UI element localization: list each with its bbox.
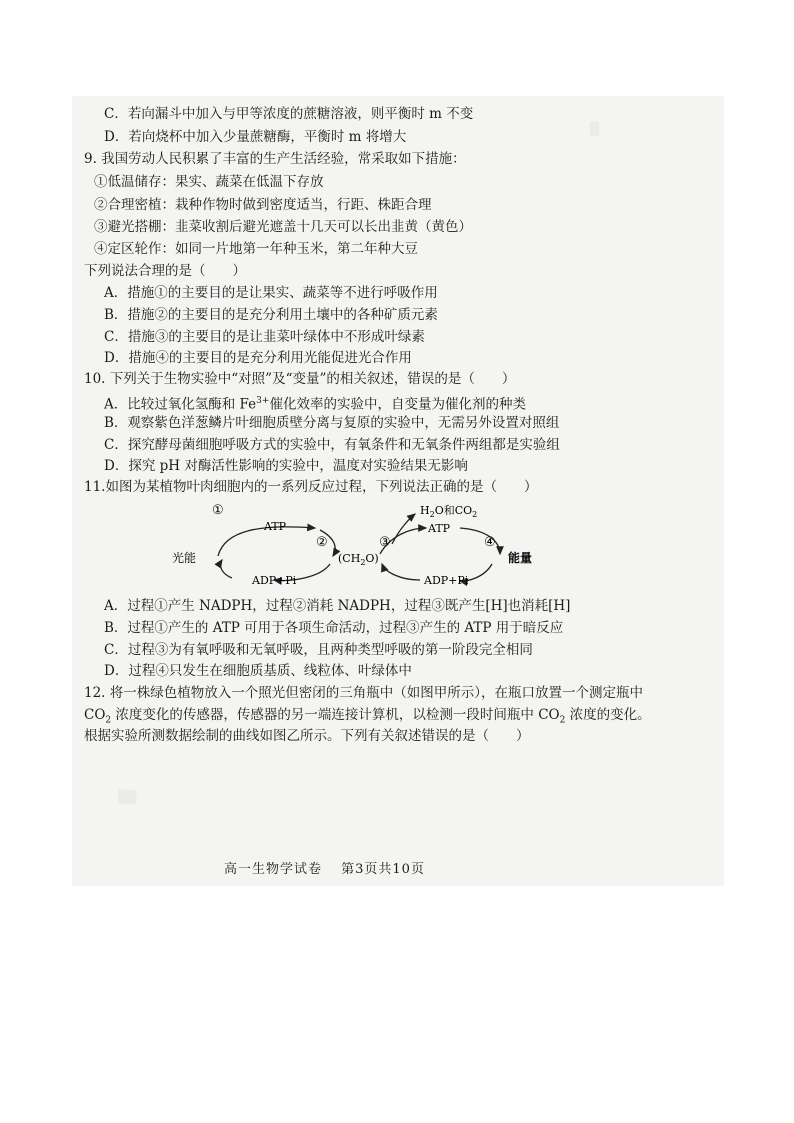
q10-option-d: D．探究 pH 对酶活性影响的实验中，温度对实验结果无影响 [104, 458, 468, 474]
ch2o-label: $(CH_2O)$ [338, 552, 379, 567]
page-footer: 高一生物学试卷 第3页共10页 [224, 862, 425, 877]
metabolism-cycle-diagram [170, 500, 550, 595]
q8-option-d: D．若向烧杯中加入少量蔗糖酶，平衡时 m 将增大 [104, 129, 407, 145]
process-2-number: ② [316, 535, 328, 550]
q9-measure-4: ④定区轮作：如同一片地第一年种玉米，第二年种大豆 [94, 241, 418, 257]
adp-to-process-1-arrow [220, 560, 232, 578]
energy-label: 能量 [508, 551, 533, 565]
q9-stem: 9. 我国劳动人民积累了丰富的生产生活经验，常采取如下措施： [84, 151, 466, 167]
q11-option-d: D．过程④只发生在细胞质基质、线粒体、叶绿体中 [104, 663, 412, 679]
adp-to-process-3-arrow [382, 564, 420, 580]
bleed-through-mark: ▒▒ [118, 790, 137, 804]
q12-line-2: $CO_2$ 浓度变化的传感器，传感器的另一端连接计算机，以检测一段时间瓶中 $CO_2$ 浓度的变化。 [84, 707, 651, 726]
process-1-number: ① [212, 503, 224, 518]
atp-right-label: ATP [428, 522, 451, 535]
q9-measure-1: ①低温储存：果实、蔬菜在低温下存放 [94, 174, 324, 190]
adp-pi-left-label: ADP+Pi [252, 574, 297, 587]
h2o-co2-label: $H_2O$和$CO_2$ [420, 504, 478, 519]
atp-left-label: ATP [264, 520, 287, 533]
q11-option-c: C．过程③为有氧呼吸和无氧呼吸，且两种类型呼吸的第一阶段完全相同 [104, 642, 533, 658]
process-4-number: ④ [484, 535, 496, 550]
h2o-co2-output-arrow [392, 514, 415, 544]
q12-line-3: 根据实验所测数据绘制的曲线如图乙所示。下列有关叙述错误的是（ ） [84, 728, 530, 744]
q8-option-c: C．若向漏斗中加入与甲等浓度的蔗糖溶液，则平衡时 m 不变 [104, 106, 474, 122]
q11-option-b: B．过程①产生的 ATP 可用于各项生命活动，过程③产生的 ATP 用于暗反应 [104, 620, 564, 636]
q10-option-c: C．探究酵母菌细胞呼吸方式的实验中，有氧条件和无氧条件两组都是实验组 [104, 437, 560, 453]
q11-option-a: A．过程①产生 NADPH，过程②消耗 NADPH，过程③既产生[H]也消耗[H] [104, 598, 571, 614]
q9-option-b: B．措施②的主要目的是充分利用土壤中的各种矿质元素 [104, 307, 438, 323]
q10-option-a: A．比较过氧化氢酶和 $Fe^{3+}$催化效率的实验中，自变量为催化剂的种类 [104, 396, 526, 413]
q9-option-a: A．措施①的主要目的是让果实、蔬菜等不进行呼吸作用 [104, 285, 438, 301]
q9-measure-3: ③避光搭棚：韭菜收割后避光遮盖十几天可以长出韭黄（黄色） [94, 219, 472, 235]
q9-measure-2: ②合理密植：栽种作物时做到密度适当，行距、株距合理 [94, 197, 432, 213]
q10-stem: 10. 下列关于生物实验中“对照”及“变量”的相关叙述，错误的是（ ） [84, 371, 516, 387]
q9-question: 下列说法合理的是（ ） [84, 263, 246, 279]
q12-line-1: 12. 将一株绿色植物放入一个照光但密闭的三角瓶中（如图甲所示），在瓶口放置一个测定瓶中 [84, 685, 644, 701]
process-3-number: ③ [379, 535, 391, 550]
adp-pi-right-label: ADP+Pi [424, 574, 469, 587]
light-energy-label: 光能 [172, 551, 197, 565]
q10-option-b: B．观察紫色洋葱鳞片叶细胞质壁分离与复原的实验中，无需另外设置对照组 [104, 415, 560, 431]
bleed-through-mark: ▒ [590, 122, 600, 136]
q9-option-c: C．措施③的主要目的是让韭菜叶绿体中不形成叶绿素 [104, 329, 425, 345]
q11-stem: 11.如图为某植物叶肉细胞内的一系列反应过程，下列说法正确的是（ ） [84, 479, 538, 495]
q9-option-d: D．措施④的主要目的是充分利用光能促进光合作用 [104, 350, 412, 366]
